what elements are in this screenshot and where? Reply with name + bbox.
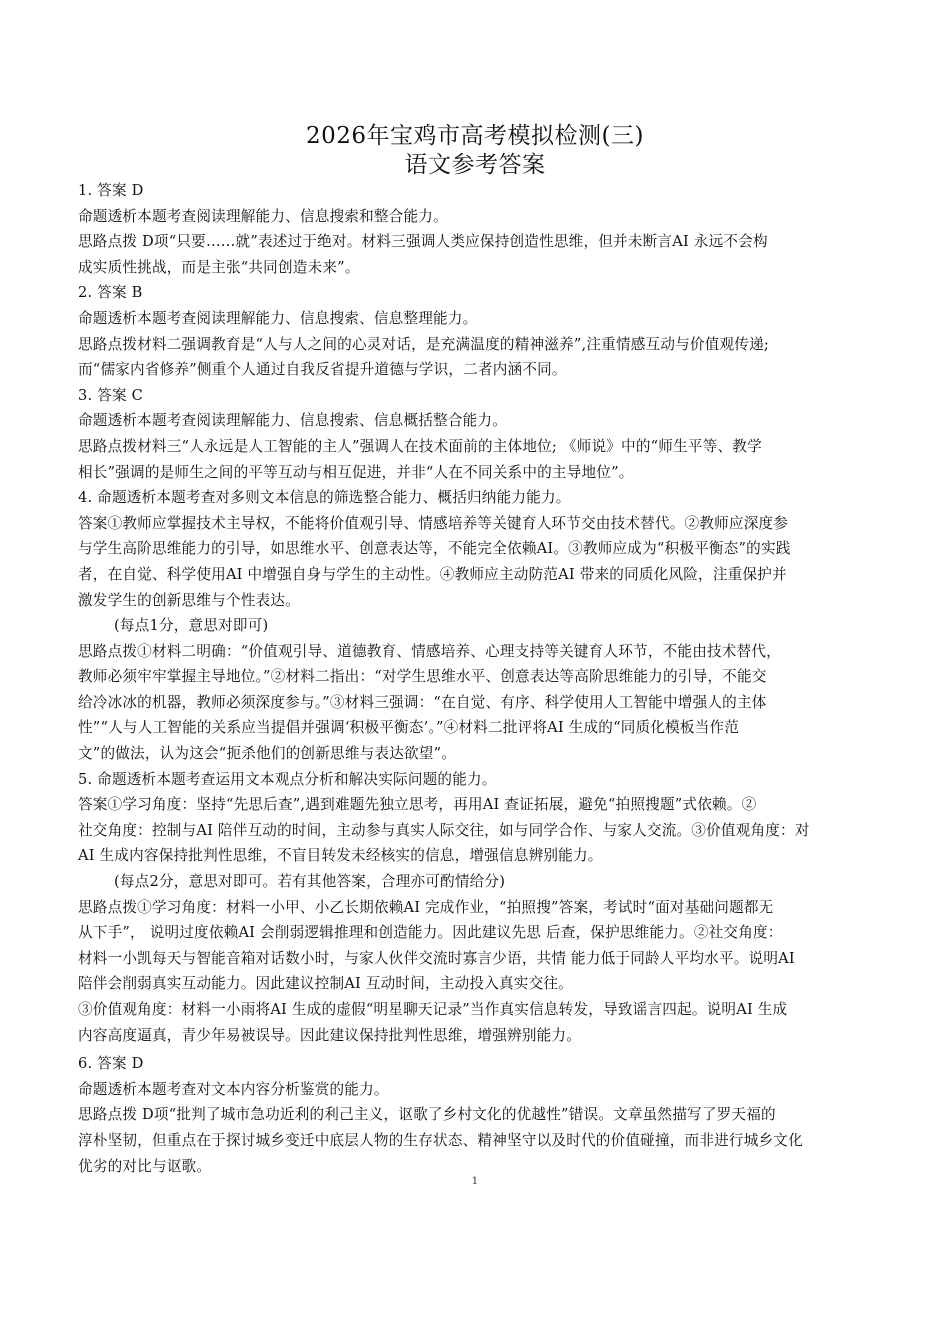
text-line: 2. 答案 B bbox=[78, 284, 143, 302]
text-line: 陪伴会削弱真实互动能力。因此建议控制AI 互动时间，主动投入真实交往。 bbox=[78, 975, 573, 993]
text-line: 1. 答案 D bbox=[78, 182, 144, 199]
text-line: 答案①学习角度：坚持“先思后查”,遇到难题先独立思考，再用AI 查证拓展，避免“拍照搜题”式依赖。② bbox=[78, 796, 757, 814]
text-line: 命题透析本题考查对文本内容分析鉴赏的能力。 bbox=[78, 1080, 389, 1098]
text-line: 思路点拨材料三“人永远是人工智能的主人”强调人在技术面前的主体地位; 《师说》中的“师生平等、教学 bbox=[78, 437, 762, 455]
text-line: 从下手”， 说明过度依赖AI 会削弱逻辑推理和创造能力。因此建议先思 后查，保护思维能力。②社交角度： bbox=[78, 924, 783, 942]
answer-body bbox=[78, 178, 868, 1179]
text-line: 3. 答案 C bbox=[78, 386, 143, 404]
text-line: 文”的做法，认为这会“扼杀他们的创新思维与表达欲望”。 bbox=[78, 745, 457, 763]
text-line: AI 生成内容保持批判性思维，不盲目转发未经核实的信息，增强信息辨别能力。 bbox=[78, 847, 603, 865]
text-line: 而“儒家内省修养”侧重个人通过自我反省提升道德与学识，二者内涵不同。 bbox=[78, 361, 567, 379]
text-line: 思路点拨材料二强调教育是“人与人之间的心灵对话，是充满温度的精神滋养”,注重情感互动与价值观传递; bbox=[78, 335, 769, 353]
page-number: 1 bbox=[471, 1176, 479, 1187]
text-line: 5. 命题透析本题考查运用文本观点分析和解决实际问题的能力。 bbox=[78, 770, 497, 788]
text-line: 成实质性挑战，而是主张“共同创造未来”。 bbox=[78, 258, 360, 276]
text-line: 给冷冰冰的机器，教师必须深度参与。”③材料三强调：“在自觉、有序、科学使用人工智能中增强人的主体 bbox=[78, 693, 767, 711]
text-line: 激发学生的创新思维与个性表达。 bbox=[78, 591, 300, 609]
text-line: 者，在自觉、科学使用AI 中增强自身与学生的主动性。④教师应主动防范AI 带来的同质化风险，注重保护并 bbox=[78, 565, 787, 583]
text-line: 内容高度逼真，青少年易被误导。因此建议保持批判性思维，增强辨别能力。 bbox=[78, 1026, 581, 1044]
text-line: 命题透析本题考查阅读理解能力、信息搜索、信息整理能力。 bbox=[78, 309, 478, 327]
scoring-note: (每点2分，意思对即可。若有其他答案，合理亦可酌情给分) bbox=[114, 873, 506, 891]
text-line: 4. 命题透析本题考查对多则文本信息的筛选整合能力、概括归纳能力能力。 bbox=[78, 489, 571, 507]
text-line: 社交角度：控制与AI 陪伴互动的时间，主动参与真实人际交往，如与同学合作、与家人交流。③价值观角度：对 bbox=[78, 821, 810, 839]
text-line: 相长”强调的是师生之间的平等互动与相互促进，并非“人在不同关系中的主导地位”。 bbox=[78, 463, 634, 481]
text-line: 思路点拨 D项“只要……就”表述过于绝对。材料三强调人类应保持创造性思维，但并未断言AI 永远不会构 bbox=[78, 233, 768, 251]
document-subtitle: 语文参考答案 bbox=[404, 152, 546, 178]
text-line: 6. 答案 D bbox=[78, 1055, 144, 1073]
text-line: 材料一小凯每天与智能音箱对话数小时，与家人伙伴交流时寡言少语，共情 能力低于同龄人平均水平。说明AI bbox=[78, 949, 795, 967]
document-title: 2026年宝鸡市高考模拟检测(三) bbox=[306, 123, 644, 149]
text-line: 思路点拨①材料二明确：“价值观引导、道德教育、情感培养、心理支持等关键育人环节，不能由技术替代， bbox=[78, 642, 781, 660]
text-line: 命题透析本题考查阅读理解能力、信息搜索和整合能力。 bbox=[78, 207, 448, 225]
text-line: 思路点拨①学习角度：材料一小甲、小乙长期依赖AI 完成作业，“拍照搜”答案，考试时“面对基础问题都无 bbox=[78, 898, 774, 916]
text-line: 淳朴坚韧，但重点在于探讨城乡变迁中底层人物的生存状态、精神坚守以及时代的价值碰撞，而非进行城乡文化 bbox=[78, 1131, 803, 1149]
text-line: 命题透析本题考查阅读理解能力、信息搜索、信息概括整合能力。 bbox=[78, 412, 508, 430]
text-line: 答案①教师应掌握技术主导权，不能将价值观引导、情感培养等关键育人环节交由技术替代。②教师应深度参 bbox=[78, 514, 789, 532]
text-line: 优劣的对比与讴歌。 bbox=[78, 1157, 212, 1175]
text-line: 思路点拨 D项“批判了城市急功近利的利己主义，讴歌了乡村文化的优越性”错误。文章虽然描写了罗天福的 bbox=[78, 1106, 776, 1124]
scoring-note: (每点1分，意思对即可) bbox=[114, 617, 269, 635]
text-line: ③价值观角度：材料一小雨将AI 生成的虚假“明星聊天记录”当作真实信息转发，导致谣言四起。说明AI 生成 bbox=[78, 1001, 788, 1018]
text-line: 教师必须牢牢掌握主导地位。”②材料二指出：“对学生思维水平、创意表达等高阶思维能力的引导，不能交 bbox=[78, 668, 767, 686]
text-line: 与学生高阶思维能力的引导，如思维水平、创意表达等，不能完全依赖AI。③教师应成为“积极平衡态”的实践 bbox=[78, 540, 791, 558]
text-line: 性”“人与人工智能的关系应当提倡并强调‘积极平衡态’。”④材料二批评将AI 生成的“同质化模板当作范 bbox=[78, 719, 740, 737]
